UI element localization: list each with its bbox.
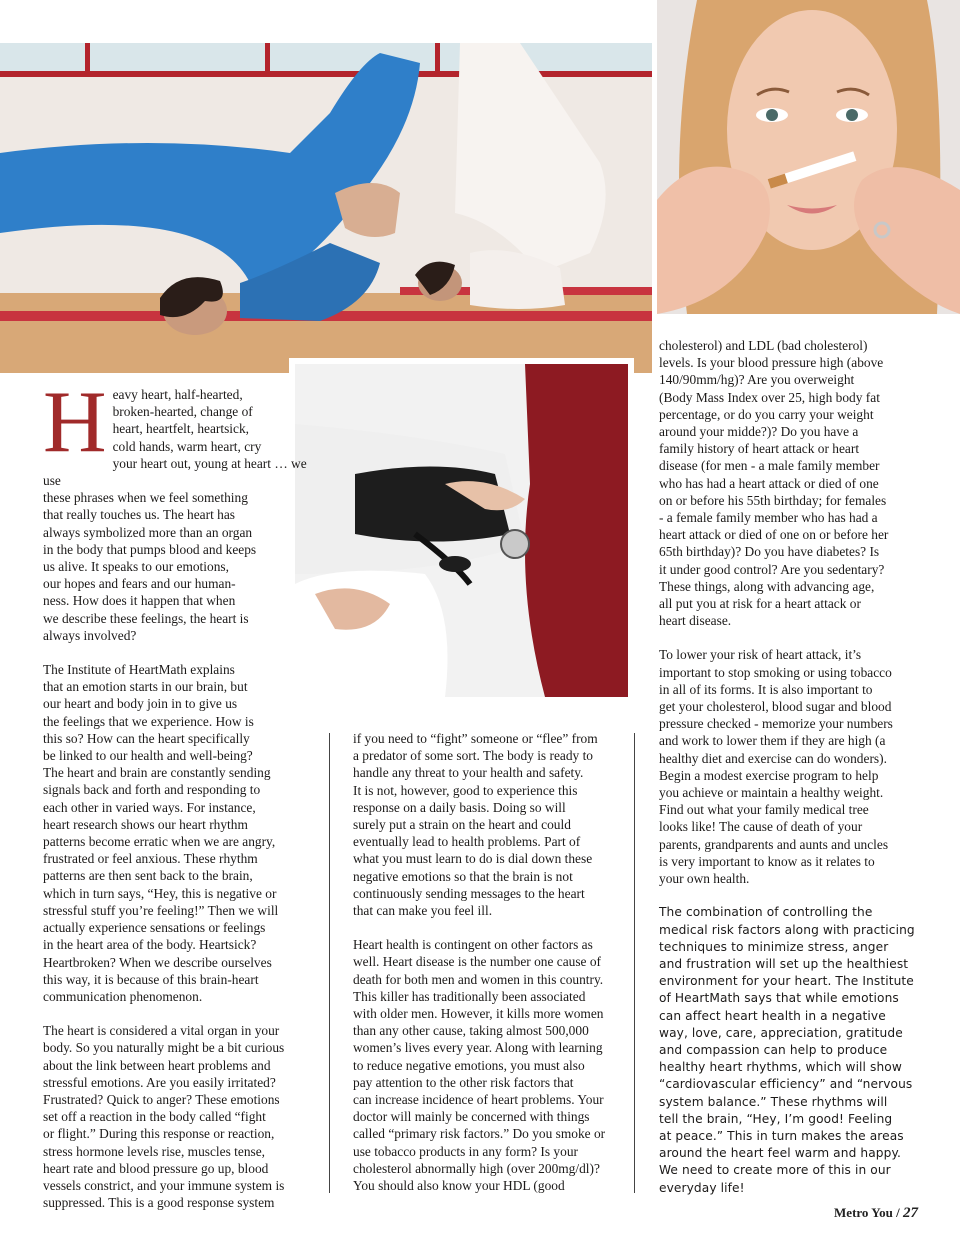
page-footer — [834, 1205, 918, 1222]
paragraph: eavy heart, half-hearted, broken-hearted, change of heart, heartfelt, heartsick, cold hands, warm heart, cry your heart out, young at heart … we use these phrases when we feel something that really touches us. The heart has always symbolized more than an organ in the body that pumps blood and keeps us alive. It speaks to our emotions, our hopes and fears and our human- ness. How does it happen that when we describe these feelings, the heart is always involved? — [43, 387, 307, 643]
paragraph: cholesterol) and LDL (bad cholesterol) levels. Is your blood pressure high (above 140/90mm/hg)? Are you overweight (Body Mass Index over 25, high body fat percentage, or do you carry your weight around your midde?)? Do you have a family history of heart attack or heart disease (for men - a male family member who has had a heart attack or died of one on or before his 55th birthday; for females - a female family member who has had a heart attack or died of one on or before her 65th birthday)? Do you have diabetes? Is it under good control? Are you sedentary? These things, along with advancing age, all put you at risk for a heart attack or heart disease. — [659, 338, 889, 629]
magazine-name: Metro You / — [834, 1205, 900, 1220]
drop-cap: H — [43, 374, 107, 471]
paragraph: The Institute of HeartMath explains that an emotion starts in our brain, but our heart and body join in to give us the feelings that we experience. How is this so? How can the heart specifically be linked to our health and well-being? The heart and brain are constantly sending signals back and forth and responding to each other in varied ways. For instance, heart research shows our heart rhythm patterns become erratic when we are angry, frustrated or feel anxious. These rhythm patterns are then sent back to the brain, which in turn says, “Hey, this is negative or stressful stuff you’re feeling!” Then we will actually experience sensations or feelings in the heart area of the body. Heartsick? Heartbroken? When we describe ourselves this way, it is because of this brain-heart communication phenomenon. — [43, 662, 279, 1004]
paragraph: Heart health is contingent on other factors as well. Heart disease is the number one cause of death for both men and women in this country. This killer has traditionally been associated with older men. However, it kills more women than any other cause, taking almost 500,000 women’s lives every year. Along with learning to reduce negative emotions, you must also pay attention to the other risk factors that can increase incidence of heart problems. Your doctor will mainly be concerned with things called “primary risk factors.” Do you smoke or use tobacco products in any form? Is your cholesterol abnormally high (over 200mg/dl)? You should also know your HDL (good — [353, 937, 606, 1194]
page-number: 27 — [903, 1205, 918, 1221]
paragraph: The combination of controlling the medical risk factors along with practicing techniques to minimize stress, anger and frustration will set up the healthiest environment for your heart. The Institute of HeartMath says that while emotions can affect heart health in a negative way, love, care, appreciation, gratitude and compassion can help to produce healthy heart rhythms, which will show “cardiovascular efficiency” and “nervous system balance.” These rhythms will tell the brain, “Hey, I’m good! Feeling at peace.” This in turn makes the areas around the heart feel warm and happy. We need to create more of this in our everyday life! — [659, 905, 915, 1195]
paragraph: The heart is considered a vital organ in your body. So you naturally might be a bit curious about the link between heart problems and stressful emotions. Are you easily irritated? Frustrated? Quick to anger? These emotions set off a reaction in the body called “fight or flight.” During this response or reaction, stress hormone levels rise, muscles tense, heart rate and blood pressure go up, blood vessels constrict, and your immune system is suppressed. This is a good response system — [43, 1023, 285, 1211]
article-column-1 — [43, 374, 308, 1228]
column-divider — [329, 733, 330, 1193]
column-divider — [634, 733, 635, 1193]
paragraph: if you need to “fight” someone or “flee” from a predator of some sort. The body is ready to handle any threat to your health and safety. It is not, however, good to experience this response on a daily basis. Doing so will surely put a strain on the heart and could eventually lead to health problems. Part of what you must learn to do is dial down these negative emotions so that the brain is not continuously sending messages to the heart that can make you feel ill. — [353, 731, 598, 919]
yoga-photo — [0, 43, 652, 373]
smoking-photo — [657, 0, 960, 314]
paragraph: To lower your risk of heart attack, it’s important to stop smoking or using tobacco in all of its forms. It is also important to get your cholesterol, blood sugar and blood pressure checked - memorize your numbers and work to lower them if they are high (a healthy diet and exercise can do wonders). Begin a modest exercise program to help you achieve or maintain a healthy weight. Find out what your family medical tree looks like! The cause of death of your parents, grandparents and aunts and uncles is very important to know as it relates to your own health. — [659, 647, 893, 887]
article-column-3 — [659, 337, 921, 1214]
blood-pressure-photo — [289, 358, 634, 703]
article-column-2 — [353, 730, 618, 1211]
